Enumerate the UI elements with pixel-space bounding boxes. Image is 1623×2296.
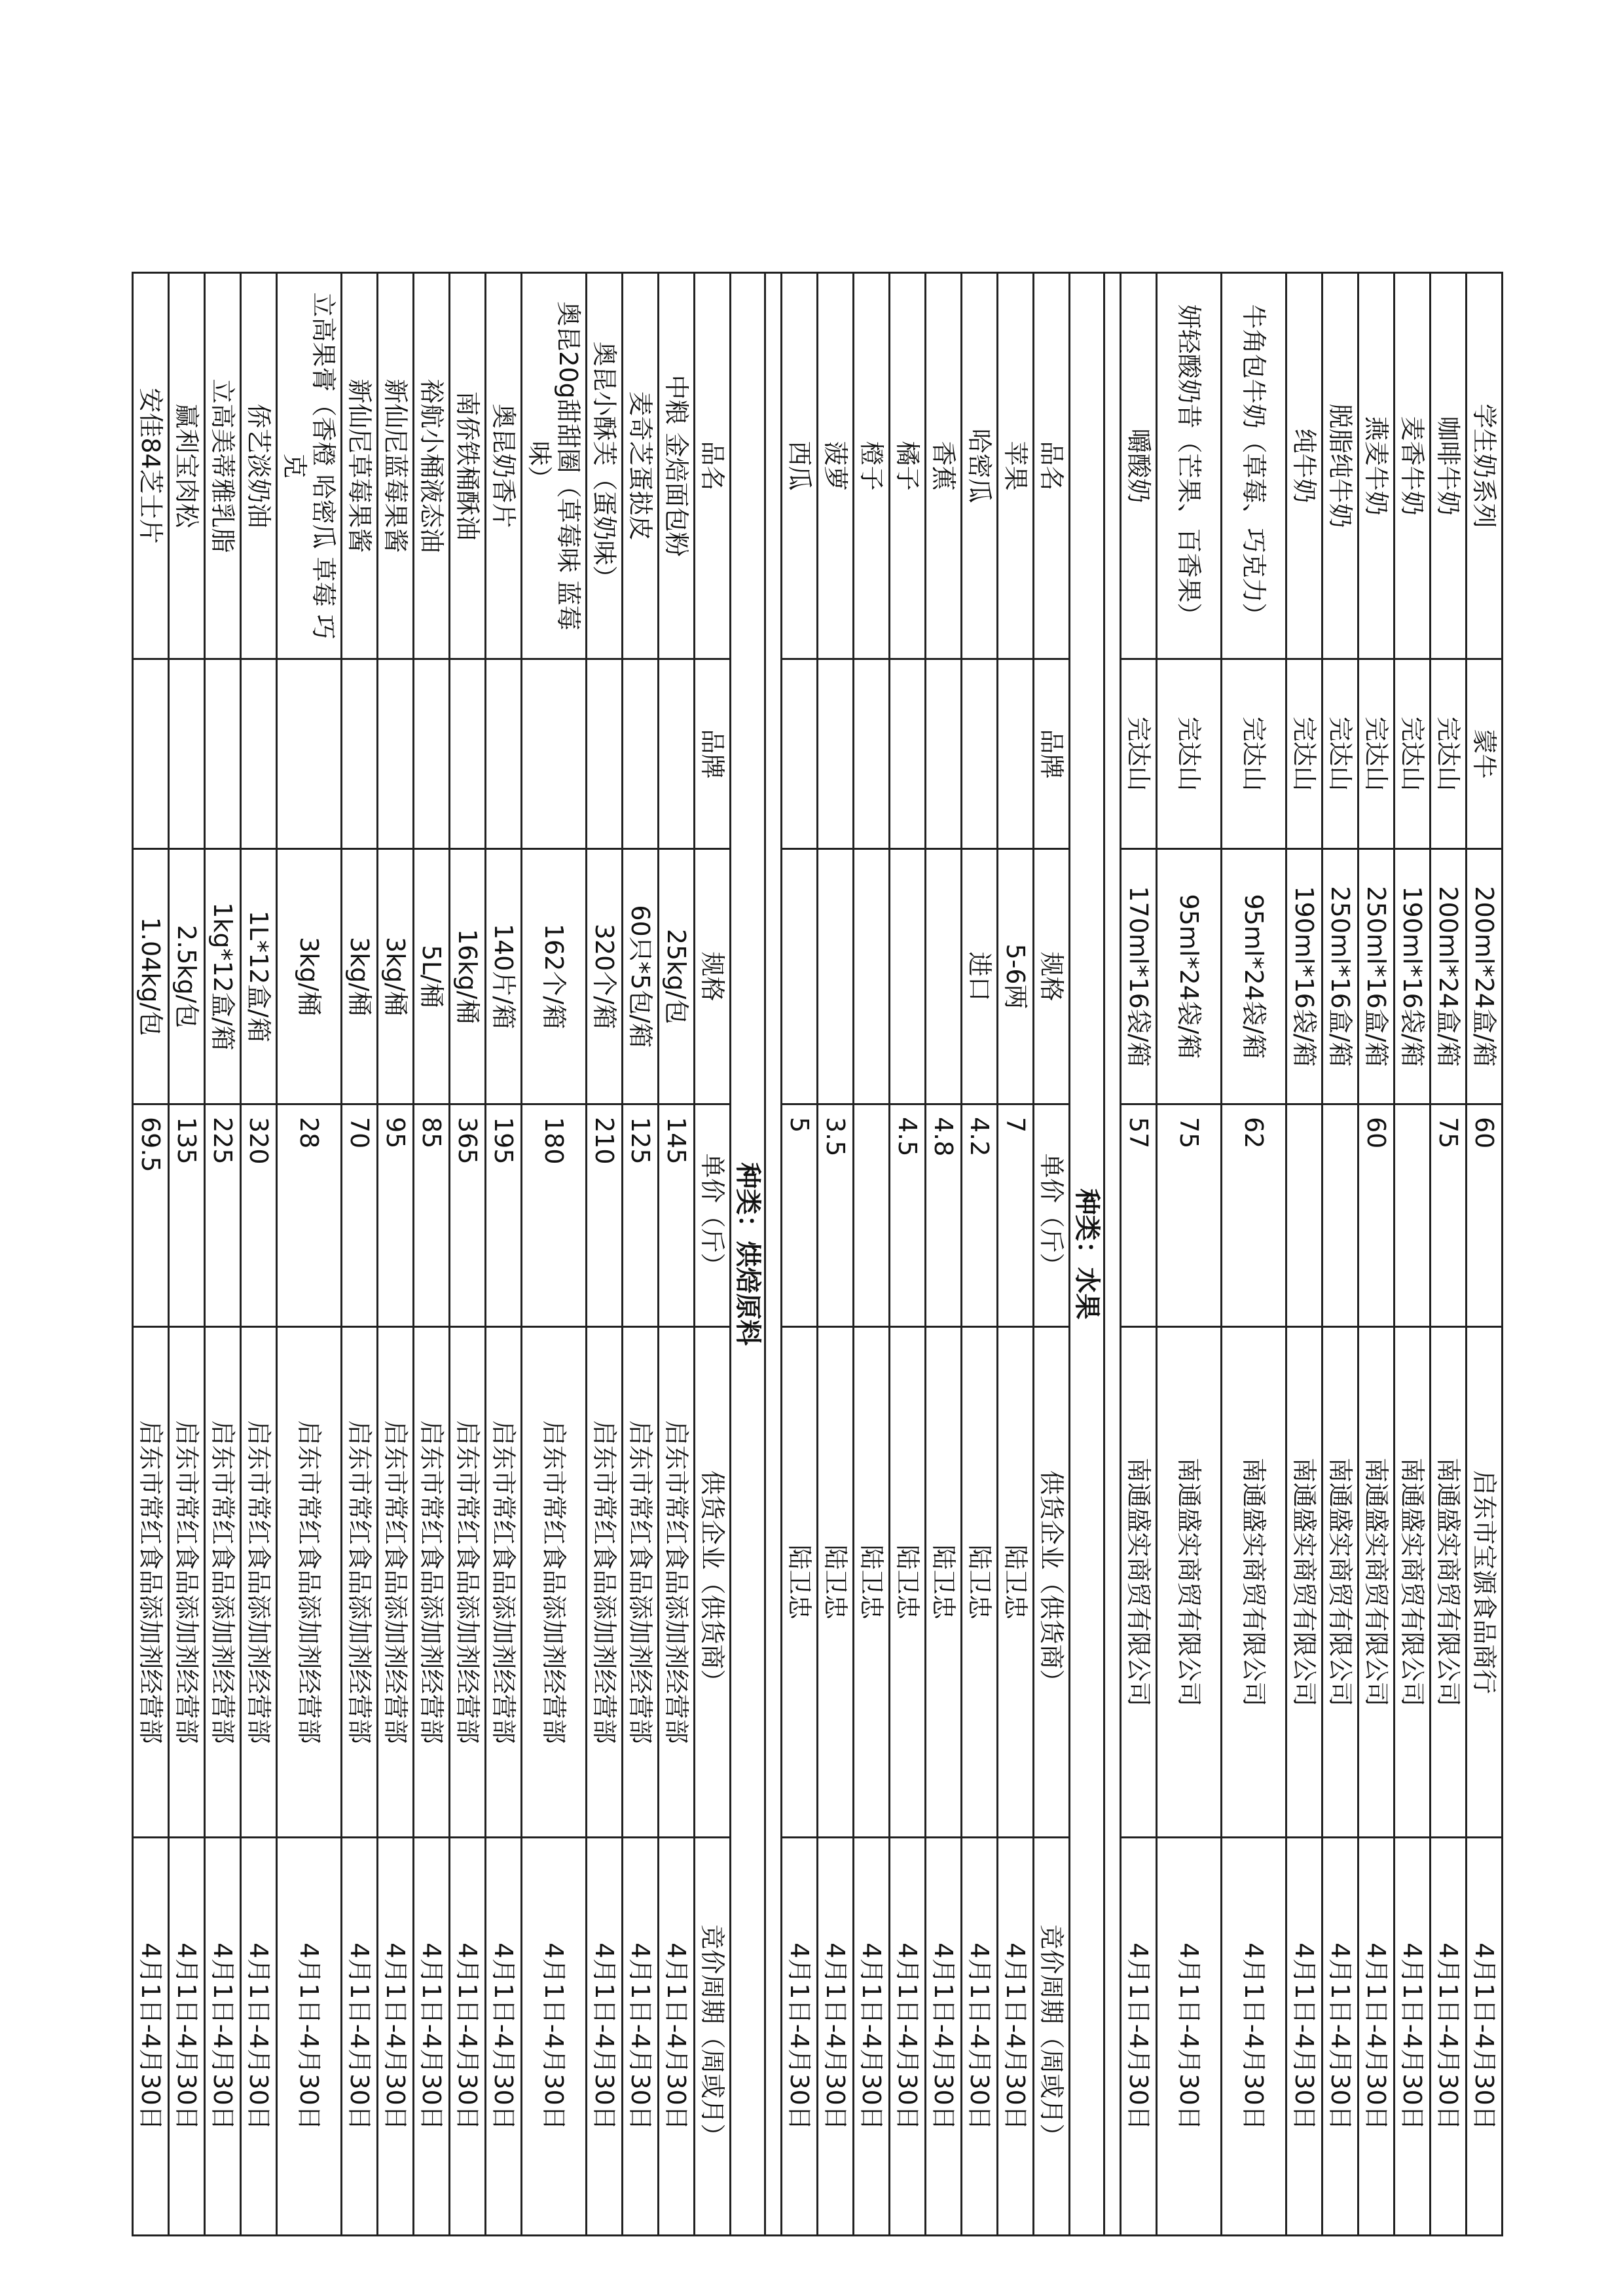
cell-name: 新仙尼蓝莓果酱 [378,273,414,659]
cell-price [854,1104,890,1327]
cell-spec: 60只*5包/箱 [623,849,659,1104]
cell-spec: 16kg/桶 [450,849,486,1104]
cell-name: 香蕉 [926,273,962,659]
cell-period: 4月1日-4月30日 [378,1838,414,2236]
table-row [890,273,926,2236]
cell-name: 牛角包牛奶（草莓、巧克力） [1222,273,1286,659]
cell-spec [854,849,890,1104]
cell-period: 4月1日-4月30日 [659,1838,695,2236]
cell-supplier: 南通盛实商贸有限公司 [1121,1327,1157,1838]
cell-brand [659,659,695,849]
cell-period: 4月1日-4月30日 [1431,1838,1467,2236]
table-row [1431,273,1467,2236]
table-row [782,273,818,2236]
cell-spec: 2.5kg/包 [169,849,205,1104]
cell-supplier: 陆卫忠 [962,1327,998,1838]
cell-price [1322,1104,1359,1327]
cell-supplier: 启东市常红食品添加剂经营部 [241,1327,277,1838]
cell-spec: 5L/桶 [414,849,450,1104]
cell-spec: 1L*12盒/箱 [241,849,277,1104]
spacer-cell [765,273,782,2236]
cell-period: 4月1日-4月30日 [926,1838,962,2236]
cell-spec: 25kg/包 [659,849,695,1104]
cell-name: 奥昆奶香片 [486,273,522,659]
cell-spec: 250ml*16盒/箱 [1322,849,1359,1104]
cell-name: 橘子 [890,273,926,659]
baking-section-header [695,273,782,2236]
cell-name: 立高果膏（香橙 哈密瓜 草莓 巧克 [277,273,342,659]
fruit-header-spec: 规格 [1034,849,1070,1104]
cell-spec: 5-6两 [998,849,1034,1104]
cell-price: 365 [450,1104,486,1327]
table-row [998,273,1034,2236]
fruit-header-brand: 品牌 [1034,659,1070,849]
cell-name: 妍轻酸奶昔（芒果、百香果） [1157,273,1222,659]
cell-price: 75 [1431,1104,1467,1327]
cell-spec [782,849,818,1104]
cell-price: 70 [342,1104,378,1327]
cell-brand [854,659,890,849]
cell-brand [782,659,818,849]
cell-supplier: 启东市常红食品添加剂经营部 [342,1327,378,1838]
cell-brand: 完达山 [1121,659,1157,849]
table-row [818,273,854,2236]
cell-supplier: 启东市宝源食品商行 [1467,1327,1503,1838]
cell-brand [587,659,623,849]
cell-price: 320 [241,1104,277,1327]
cell-price: 210 [587,1104,623,1327]
cell-brand: 蒙牛 [1467,659,1503,849]
cell-price: 95 [378,1104,414,1327]
table-row [1467,273,1503,2236]
cell-period: 4月1日-4月30日 [1157,1838,1222,2236]
cell-brand: 完达山 [1322,659,1359,849]
cell-spec: 1kg*12盒/箱 [205,849,241,1104]
cell-period: 4月1日-4月30日 [890,1838,926,2236]
cell-supplier: 启东市常红食品添加剂经营部 [522,1327,587,1838]
cell-spec: 95ml*24袋/箱 [1222,849,1286,1104]
fruit-header-price: 单价（斤） [1034,1104,1070,1327]
cell-spec: 190ml*16袋/箱 [1286,849,1322,1104]
table-row [854,273,890,2236]
cell-price: 225 [205,1104,241,1327]
cell-brand [623,659,659,849]
cell-period: 4月1日-4月30日 [1286,1838,1322,2236]
cell-supplier: 启东市常红食品添加剂经营部 [205,1327,241,1838]
table-row [241,273,277,2236]
cell-supplier: 南通盛实商贸有限公司 [1222,1327,1286,1838]
cell-period: 4月1日-4月30日 [1222,1838,1286,2236]
table-row [1222,273,1286,2236]
cell-name: 南侨铁桶酥油 [450,273,486,659]
cell-supplier: 陆卫忠 [890,1327,926,1838]
cell-brand [378,659,414,849]
cell-name: 新仙尼草莓果酱 [342,273,378,659]
cell-spec: 140片/箱 [486,849,522,1104]
cell-brand [522,659,587,849]
table-row [450,273,486,2236]
cell-period: 4月1日-4月30日 [133,1838,169,2236]
cell-price: 69.5 [133,1104,169,1327]
cell-name: 赢利宝肉松 [169,273,205,659]
cell-spec [818,849,854,1104]
cell-price: 135 [169,1104,205,1327]
cell-brand [926,659,962,849]
cell-brand: 完达山 [1222,659,1286,849]
cell-name: 哈密瓜 [962,273,998,659]
table-row [659,273,695,2236]
table-row [378,273,414,2236]
cell-supplier: 启东市常红食品添加剂经营部 [623,1327,659,1838]
cell-brand [450,659,486,849]
baking-header-price: 单价（斤） [695,1104,731,1327]
cell-price: 195 [486,1104,522,1327]
cell-spec: 320个/箱 [587,849,623,1104]
cell-brand [414,659,450,849]
cell-name: 苹果 [998,273,1034,659]
cell-supplier: 南通盛实商贸有限公司 [1395,1327,1431,1838]
cell-period: 4月1日-4月30日 [277,1838,342,2236]
cell-price: 62 [1222,1104,1286,1327]
cell-supplier: 启东市常红食品添加剂经营部 [414,1327,450,1838]
table-row [1157,273,1222,2236]
cell-period: 4月1日-4月30日 [623,1838,659,2236]
cell-price: 180 [522,1104,587,1327]
table-row [342,273,378,2236]
cell-brand: 完达山 [1395,659,1431,849]
cell-price: 4.2 [962,1104,998,1327]
milk-section [1121,273,1503,2236]
baking-rows [133,273,695,2236]
cell-name: 嚼酸奶 [1121,273,1157,659]
cell-period: 4月1日-4月30日 [342,1838,378,2236]
table-row [623,273,659,2236]
cell-price: 125 [623,1104,659,1327]
cell-name: 燕麦牛奶 [1359,273,1395,659]
cell-period: 4月1日-4月30日 [998,1838,1034,2236]
cell-brand: 完达山 [1157,659,1222,849]
cell-brand [486,659,522,849]
baking-header-name: 品名 [695,273,731,659]
cell-price: 7 [998,1104,1034,1327]
fruit-header-name: 品名 [1034,273,1070,659]
cell-period: 4月1日-4月30日 [782,1838,818,2236]
cell-name: 纯牛奶 [1286,273,1322,659]
fruit-section-title: 种类：水果 [1070,273,1104,2236]
cell-spec [890,849,926,1104]
cell-brand [342,659,378,849]
table-row [962,273,998,2236]
cell-name: 菠萝 [818,273,854,659]
cell-period: 4月1日-4月30日 [522,1838,587,2236]
cell-name: 侨艺淡奶油 [241,273,277,659]
price-table [132,272,1503,2236]
cell-price: 4.8 [926,1104,962,1327]
fruit-header-period: 竞价周期（周或月） [1034,1838,1070,2236]
cell-price: 85 [414,1104,450,1327]
cell-brand [241,659,277,849]
cell-brand [818,659,854,849]
cell-brand: 完达山 [1431,659,1467,849]
cell-brand [205,659,241,849]
cell-name: 西瓜 [782,273,818,659]
cell-brand [277,659,342,849]
baking-header-period: 竞价周期（周或月） [695,1838,731,2236]
cell-spec: 3kg/桶 [342,849,378,1104]
cell-name: 咖啡牛奶 [1431,273,1467,659]
cell-supplier: 启东市常红食品添加剂经营部 [587,1327,623,1838]
rotated-price-table-sheet [65,272,1503,2234]
cell-spec: 95ml*24袋/箱 [1157,849,1222,1104]
baking-section-title: 种类：烘焙原料 [731,273,765,2236]
cell-price: 28 [277,1104,342,1327]
table-row [486,273,522,2236]
baking-header-spec: 规格 [695,849,731,1104]
cell-price: 4.5 [890,1104,926,1327]
spacer-cell [1104,273,1121,2236]
cell-supplier: 南通盛实商贸有限公司 [1431,1327,1467,1838]
fruit-header-supplier: 供货企业（供货商） [1034,1327,1070,1838]
cell-period: 4月1日-4月30日 [1121,1838,1157,2236]
table-row [1322,273,1359,2236]
cell-spec: 190ml*16袋/箱 [1395,849,1431,1104]
cell-period: 4月1日-4月30日 [1322,1838,1359,2236]
cell-supplier: 启东市常红食品添加剂经营部 [486,1327,522,1838]
cell-period: 4月1日-4月30日 [450,1838,486,2236]
cell-supplier: 启东市常红食品添加剂经营部 [169,1327,205,1838]
cell-price: 60 [1359,1104,1395,1327]
table-row [926,273,962,2236]
table-row [1395,273,1431,2236]
cell-spec: 200ml*24盒/箱 [1467,849,1503,1104]
cell-period: 4月1日-4月30日 [414,1838,450,2236]
cell-name: 橙子 [854,273,890,659]
cell-brand [169,659,205,849]
cell-brand: 完达山 [1359,659,1395,849]
cell-spec: 200ml*24盒/箱 [1431,849,1467,1104]
cell-price: 3.5 [818,1104,854,1327]
table-row [414,273,450,2236]
cell-period: 4月1日-4月30日 [1359,1838,1395,2236]
table-row [587,273,623,2236]
cell-name: 奥昆小酥芙（蛋奶味） [587,273,623,659]
cell-price: 145 [659,1104,695,1327]
fruit-section-header [1034,273,1121,2236]
table-row [1286,273,1322,2236]
cell-spec: 3kg/桶 [277,849,342,1104]
cell-period: 4月1日-4月30日 [169,1838,205,2236]
cell-period: 4月1日-4月30日 [1395,1838,1431,2236]
table-row [522,273,587,2236]
cell-name: 麦香牛奶 [1395,273,1431,659]
cell-period: 4月1日-4月30日 [1467,1838,1503,2236]
cell-supplier: 启东市常红食品添加剂经营部 [450,1327,486,1838]
cell-price: 75 [1157,1104,1222,1327]
cell-period: 4月1日-4月30日 [205,1838,241,2236]
cell-supplier: 陆卫忠 [782,1327,818,1838]
cell-supplier: 陆卫忠 [818,1327,854,1838]
table-row [169,273,205,2236]
cell-spec: 3kg/桶 [378,849,414,1104]
baking-header-supplier: 供货企业（供货商） [695,1327,731,1838]
table-row [1121,273,1157,2236]
cell-spec: 进口 [962,849,998,1104]
cell-supplier: 南通盛实商贸有限公司 [1322,1327,1359,1838]
cell-price: 60 [1467,1104,1503,1327]
cell-supplier: 启东市常红食品添加剂经营部 [659,1327,695,1838]
cell-supplier: 陆卫忠 [998,1327,1034,1838]
table-row [133,273,169,2236]
cell-supplier: 南通盛实商贸有限公司 [1359,1327,1395,1838]
cell-name: 奥昆20g甜甜圈（草莓味 蓝莓味） [522,273,587,659]
cell-name: 麦奇芝蛋挞皮 [623,273,659,659]
cell-brand [962,659,998,849]
cell-name: 立高美蒂雅乳脂 [205,273,241,659]
cell-name: 脱脂纯牛奶 [1322,273,1359,659]
cell-supplier: 启东市常红食品添加剂经营部 [277,1327,342,1838]
cell-spec: 1.04kg/包 [133,849,169,1104]
cell-period: 4月1日-4月30日 [486,1838,522,2236]
cell-supplier: 启东市常红食品添加剂经营部 [133,1327,169,1838]
cell-price [1395,1104,1431,1327]
table-row [277,273,342,2236]
cell-spec: 162个/箱 [522,849,587,1104]
cell-supplier: 陆卫忠 [926,1327,962,1838]
cell-price: 5 [782,1104,818,1327]
cell-price: 57 [1121,1104,1157,1327]
table-row [205,273,241,2236]
cell-brand [890,659,926,849]
cell-period: 4月1日-4月30日 [854,1838,890,2236]
cell-brand [133,659,169,849]
cell-name: 学生奶系列 [1467,273,1503,659]
cell-price [1286,1104,1322,1327]
cell-name: 中粮 金焙面包粉 [659,273,695,659]
cell-spec: 250ml*16盒/箱 [1359,849,1395,1104]
cell-name: 裕航小桶液态油 [414,273,450,659]
cell-spec: 170ml*16袋/箱 [1121,849,1157,1104]
cell-period: 4月1日-4月30日 [587,1838,623,2236]
cell-name: 安佳84芝士片 [133,273,169,659]
cell-period: 4月1日-4月30日 [818,1838,854,2236]
table-row [1359,273,1395,2236]
cell-supplier: 陆卫忠 [854,1327,890,1838]
cell-period: 4月1日-4月30日 [962,1838,998,2236]
cell-spec [926,849,962,1104]
cell-period: 4月1日-4月30日 [241,1838,277,2236]
cell-brand: 完达山 [1286,659,1322,849]
cell-supplier: 南通盛实商贸有限公司 [1286,1327,1322,1838]
cell-supplier: 南通盛实商贸有限公司 [1157,1327,1222,1838]
fruit-rows [782,273,1034,2236]
cell-supplier: 启东市常红食品添加剂经营部 [378,1327,414,1838]
cell-brand [998,659,1034,849]
baking-header-brand: 品牌 [695,659,731,849]
